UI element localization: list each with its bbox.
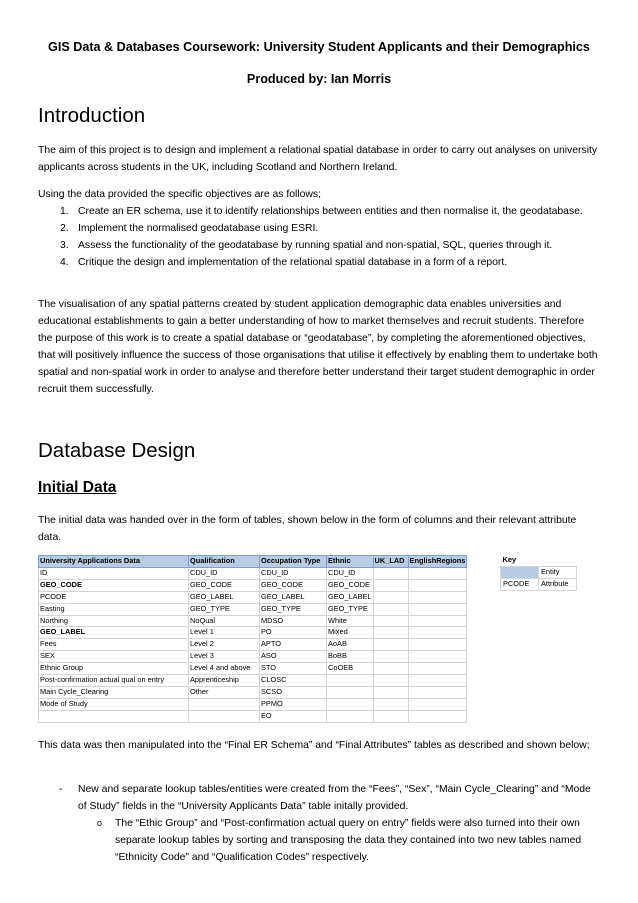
table-cell: GEO_LABEL — [39, 627, 189, 639]
table-cell: Northing — [39, 615, 189, 627]
objectives-list — [38, 203, 600, 271]
table-cell: GEO_TYPE — [189, 603, 260, 615]
table-cell: GEO_LABEL — [260, 591, 327, 603]
key-row — [501, 566, 577, 578]
table-cell — [373, 710, 408, 722]
table-cell: SCSO — [260, 686, 327, 698]
database-design-heading: Database Design — [38, 439, 196, 462]
table-cell: Mode of Study — [39, 698, 189, 710]
table-cell — [408, 615, 467, 627]
table-cell — [373, 567, 408, 579]
table-cell: GEO_LABEL — [189, 591, 260, 603]
table-cell: CLOSC — [260, 675, 327, 687]
table-cell — [408, 579, 467, 591]
table-cell — [373, 603, 408, 615]
table-row — [39, 675, 467, 687]
table-cell: SEX — [39, 651, 189, 663]
table-cell: GEO_LABEL — [327, 591, 374, 603]
table-row — [39, 579, 467, 591]
table-cell — [408, 686, 467, 698]
table-cell: GEO_CODE — [260, 579, 327, 591]
table-cell — [373, 627, 408, 639]
table-cell: CoOEB — [327, 663, 374, 675]
table-row — [39, 615, 467, 627]
table-cell — [373, 579, 408, 591]
table-cell: STO — [260, 663, 327, 675]
table-cell: BoBB — [327, 651, 374, 663]
author-line: Produced by: Ian Morris — [246, 72, 392, 86]
table-header-cell: University Applications Data — [39, 556, 189, 568]
circle-bullet-icon: o — [97, 818, 103, 828]
table-cell: Level 4 and above — [189, 663, 260, 675]
table-row — [39, 639, 467, 651]
table-cell — [373, 675, 408, 687]
table-cell — [373, 615, 408, 627]
table-header-cell: UK_LAD — [373, 556, 408, 568]
key-title: Key — [502, 555, 517, 564]
table-cell — [39, 710, 189, 722]
table-cell: Post-confirmation actual qual on entry — [39, 675, 189, 687]
table-header-cell: Occupation Type — [260, 556, 327, 568]
bullet-item: - New and separate lookup tables/entities were created from the “Fees”, “Sex”, “Main Cycle_Clearing” and “Mode of Study” fields in the “University Applicants Data” table initally provided. — [38, 781, 600, 815]
intro-paragraph-1: The aim of this project is to design and implement a relational spatial database in order to carry out analyses on university applicants across students in the UK, including Scotland and Northern Ireland. — [38, 145, 598, 173]
entity-swatch — [501, 566, 539, 578]
table-row — [39, 651, 467, 663]
introduction-heading: Introduction — [38, 104, 146, 127]
key-row — [501, 578, 577, 590]
table-cell: Ethnic Group — [39, 663, 189, 675]
table-header-cell: Qualification — [189, 556, 260, 568]
table-cell — [373, 591, 408, 603]
table-cell — [408, 675, 467, 687]
table-cell: Easting — [39, 603, 189, 615]
table-cell — [408, 651, 467, 663]
table-row — [39, 627, 467, 639]
table-cell — [327, 675, 374, 687]
table-cell — [408, 591, 467, 603]
initial-data-table — [38, 555, 467, 723]
objective-item: 1. Create an ER schema, use it to identify relationships between entities and then normalise it, the geodatabase. — [60, 206, 583, 217]
table-row — [39, 710, 467, 722]
objective-item: 4. Critique the design and implementation of the relational spatial database in a form of a report. — [60, 257, 508, 268]
table-cell: Level 2 — [189, 639, 260, 651]
table-cell: ASO — [260, 651, 327, 663]
table-cell — [189, 698, 260, 710]
table-cell — [408, 698, 467, 710]
table-cell — [408, 603, 467, 615]
table-cell: Level 1 — [189, 627, 260, 639]
table-cell: CDU_ID — [260, 567, 327, 579]
table-cell: Level 3 — [189, 651, 260, 663]
key-table — [500, 555, 577, 591]
table-row — [39, 698, 467, 710]
manipulation-paragraph: This data was then manipulated into the “Final ER Schema” and “Final Attributes” tables as described and shown below; — [38, 740, 590, 751]
table-cell: AoAB — [327, 639, 374, 651]
table-header-row — [39, 556, 467, 568]
intro-paragraph-3: The visualisation of any spatial patterns created by student application demographic data enables universities and educational establishments to gain a better understanding of how to market themselves and recruit students. Therefore the purpose of this work is to create a spatial database or “geodatabase”, by completing the aforementioned objectives, that will positively influence the success of those organisations that utilise it effectively by enabling them to undertake both spatial and non-spatial work in order to analyse and therefore better understand their target student demographic in order recruit them successfully. — [38, 299, 598, 395]
table-cell — [373, 686, 408, 698]
table-cell: Fees — [39, 639, 189, 651]
key-label: Entity — [539, 566, 577, 578]
table-cell: Apprenticeship — [189, 675, 260, 687]
objective-item: 2. Implement the normalised geodatabase using ESRI. — [60, 223, 319, 234]
table-cell: GEO_CODE — [189, 579, 260, 591]
table-cell: ID — [39, 567, 189, 579]
attribute-swatch: PCODE — [501, 578, 539, 590]
initial-data-paragraph: The initial data was handed over in the form of tables, shown below in the form of columns and their relevant attribute data. — [38, 515, 577, 543]
table-cell — [408, 639, 467, 651]
table-cell: PCODE — [39, 591, 189, 603]
table-cell — [327, 686, 374, 698]
table-cell: GEO_TYPE — [260, 603, 327, 615]
table-cell: White — [327, 615, 374, 627]
table-row — [39, 686, 467, 698]
table-cell — [408, 710, 467, 722]
table-cell: PPMO — [260, 698, 327, 710]
table-cell: CDU_ID — [327, 567, 374, 579]
document-title: GIS Data & Databases Coursework: University Student Applicants and their Demographics — [48, 40, 590, 54]
table-cell: MDSO — [260, 615, 327, 627]
table-cell: CDU_ID — [189, 567, 260, 579]
table-cell: APTO — [260, 639, 327, 651]
intro-paragraph-2: Using the data provided the specific objectives are as follows; — [38, 189, 322, 200]
table-cell — [373, 651, 408, 663]
table-row — [39, 663, 467, 675]
table-cell — [408, 627, 467, 639]
table-cell — [327, 698, 374, 710]
table-cell — [189, 710, 260, 722]
table-cell — [327, 710, 374, 722]
table-row — [39, 591, 467, 603]
table-cell: PO — [260, 627, 327, 639]
sub-bullet-item: o The “Ethic Group” and “Post-confirmation actual query on entry” fields were also turned into their own separate lookup tables by sorting and transposing the data they contained into two new tables named “Ethnicity Code” and “Qualification Codes” respectively. — [38, 815, 600, 866]
table-cell: EO — [260, 710, 327, 722]
objective-item: 3. Assess the functionality of the geodatabase by running spatial and non-spatial, SQL, queries through it. — [60, 240, 553, 251]
table-cell: Main Cycle_Clearing — [39, 686, 189, 698]
key-label: Attribute — [539, 578, 577, 590]
table-cell: Other — [189, 686, 260, 698]
table-cell — [373, 698, 408, 710]
table-row — [39, 603, 467, 615]
table-cell: GEO_CODE — [39, 579, 189, 591]
initial-data-subheading: Initial Data — [38, 479, 117, 496]
table-header-cell: Ethnic — [327, 556, 374, 568]
table-cell — [408, 663, 467, 675]
table-cell — [373, 639, 408, 651]
table-cell: GEO_TYPE — [327, 603, 374, 615]
dash-bullet: - — [59, 784, 63, 795]
table-cell: NoQual — [189, 615, 260, 627]
table-cell — [373, 663, 408, 675]
table-cell: Mixed — [327, 627, 374, 639]
table-cell: GEO_CODE — [327, 579, 374, 591]
table-cell — [408, 567, 467, 579]
table-header-cell: EnglishRegions — [408, 556, 467, 568]
table-row — [39, 567, 467, 579]
